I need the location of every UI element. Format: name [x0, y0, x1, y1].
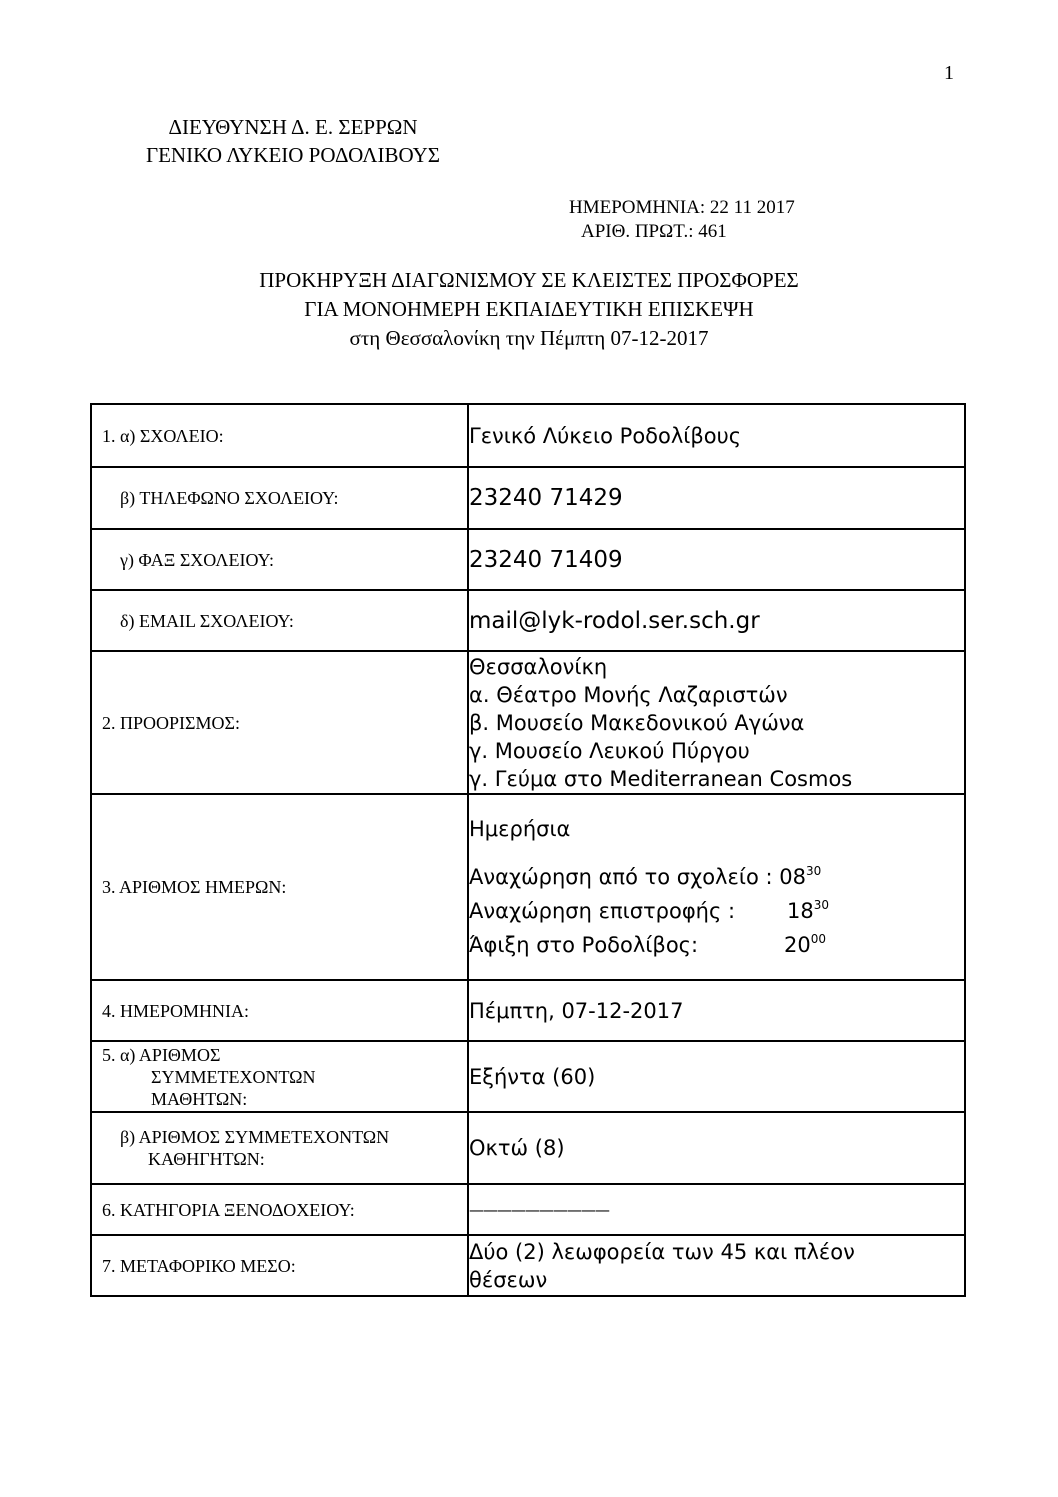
hotel-value: —————————— — [468, 1184, 965, 1235]
students-label-line-1: 5. α) ΑΡΙΘΜΟΣ — [102, 1044, 221, 1065]
destination-value — [468, 651, 965, 794]
table-row-date — [91, 980, 965, 1041]
date-value: Πέμπτη, 07-12-2017 — [468, 980, 965, 1041]
transport-value — [468, 1235, 965, 1296]
protocol-number: ΑΡΙΘ. ΠΡΩΤ.: 461 — [581, 221, 727, 242]
table-row-students — [91, 1041, 965, 1112]
date-label: 4. ΗΜΕΡΟΜΗΝΙΑ: — [102, 1000, 250, 1021]
school-label: 1. α) ΣΧΟΛΕΙΟ: — [102, 425, 224, 446]
days-label: 3. ΑΡΙΘΜΟΣ ΗΜΕΡΩΝ: — [102, 877, 287, 897]
destination-item: γ. Μουσείο Λευκού Πύργου — [469, 738, 750, 763]
document-date: ΗΜΕΡΟΜΗΝΙΑ: 22 11 2017 — [569, 197, 795, 218]
destination-item: α. Θέατρο Μονής Λαζαριστών — [469, 682, 788, 707]
transport-line-1: Δύο (2) λεωφορεία των 45 και πλέον — [469, 1239, 855, 1264]
table-row-fax — [91, 529, 965, 590]
transport-label: 7. ΜΕΤΑΦΟΡΙΚΟ ΜΕΣΟ: — [102, 1255, 296, 1276]
arrival-minutes: 00 — [810, 932, 827, 946]
return-hour: 18 — [787, 899, 814, 923]
table-row-email — [91, 590, 965, 651]
return-label: Αναχώρηση επιστροφής : — [469, 899, 736, 923]
destination-city: Θεσσαλονίκη — [469, 654, 608, 679]
school-name-header: ΓΕΝΙΚΟ ΛΥΚΕΙΟ ΡΟΔΟΛΙΒΟΥΣ — [145, 143, 441, 167]
arrival-label: Άφιξη στο Ροδολίβος: — [469, 933, 699, 957]
document-title — [0, 266, 1058, 353]
table-row-days — [91, 794, 965, 980]
students-label-line-3: ΜΑΘΗΤΩΝ: — [151, 1088, 248, 1109]
document-meta — [569, 196, 795, 244]
phone-value: 23240 71429 — [468, 467, 965, 529]
page-number: 1 — [944, 62, 954, 84]
table-row-teachers — [91, 1112, 965, 1184]
arrival-time-line — [469, 925, 964, 959]
title-line-1: ΠΡΟΚΗΡΥΞΗ ΔΙΑΓΩΝΙΣΜΟΥ ΣΕ ΚΛΕΙΣΤΕΣ ΠΡΟΣΦΟΡΕΣ — [259, 268, 799, 292]
destination-item: γ. Γεύμα στο Mediterranean Cosmos — [469, 766, 853, 791]
trip-details-table — [90, 403, 966, 1297]
table-row-destination — [91, 651, 965, 794]
return-minutes: 30 — [813, 898, 830, 912]
email-value: mail@lyk-rodol.ser.sch.gr — [468, 590, 965, 651]
table-row-transport — [91, 1235, 965, 1296]
directorate-name: ΔΙΕΥΘΥΝΣΗ Δ. Ε. ΣΕΡΡΩΝ — [168, 115, 418, 139]
departure-time-line — [469, 857, 964, 891]
title-line-3: στη Θεσσαλονίκη την Πέμπτη 07-12-2017 — [349, 326, 709, 350]
letterhead — [103, 113, 483, 169]
fax-label: γ) ΦΑΞ ΣΧΟΛΕΙΟΥ: — [120, 549, 274, 570]
phone-label: β) ΤΗΛΕΦΩΝΟ ΣΧΟΛΕΙΟΥ: — [120, 488, 339, 508]
students-label-line-2: ΣΥΜΜΕΤΕΧΟΝΤΩΝ — [151, 1066, 316, 1087]
departure-hour: 08 — [779, 865, 806, 889]
arrival-hour: 20 — [784, 933, 811, 957]
school-value: Γενικό Λύκειο Ροδολίβους — [468, 404, 965, 467]
hotel-label: 6. ΚΑΤΗΓΟΡΙΑ ΞΕΝΟΔΟΧΕΙΟΥ: — [102, 1199, 355, 1220]
table-row-hotel — [91, 1184, 965, 1235]
transport-line-2: θέσεων — [469, 1267, 548, 1292]
days-value — [468, 794, 965, 980]
students-value: Εξήντα (60) — [468, 1041, 965, 1112]
teachers-label-line-2: ΚΑΘΗΓΗΤΩΝ: — [148, 1149, 265, 1169]
return-time-line — [469, 891, 964, 925]
destination-label: 2. ΠΡΟΟΡΙΣΜΟΣ: — [102, 712, 240, 733]
table-row-school — [91, 404, 965, 467]
table-row-phone — [91, 467, 965, 529]
departure-label: Αναχώρηση από το σχολείο : — [469, 865, 780, 889]
email-label: δ) EMAIL ΣΧΟΛΕΙΟΥ: — [120, 610, 294, 631]
title-line-2: ΓΙΑ ΜΟΝΟΗΜΕΡΗ ΕΚΠΑΙΔΕΥΤΙΚΗ ΕΠΙΣΚΕΨΗ — [304, 297, 754, 321]
teachers-value: Οκτώ (8) — [468, 1112, 965, 1184]
destination-item: β. Μουσείο Μακεδονικού Αγώνα — [469, 710, 805, 735]
days-type: Ημερήσια — [469, 817, 571, 841]
teachers-label-line-1: β) ΑΡΙΘΜΟΣ ΣΥΜΜΕΤΕΧΟΝΤΩΝ — [120, 1127, 390, 1147]
departure-minutes: 30 — [805, 864, 822, 878]
fax-value: 23240 71409 — [468, 529, 965, 590]
